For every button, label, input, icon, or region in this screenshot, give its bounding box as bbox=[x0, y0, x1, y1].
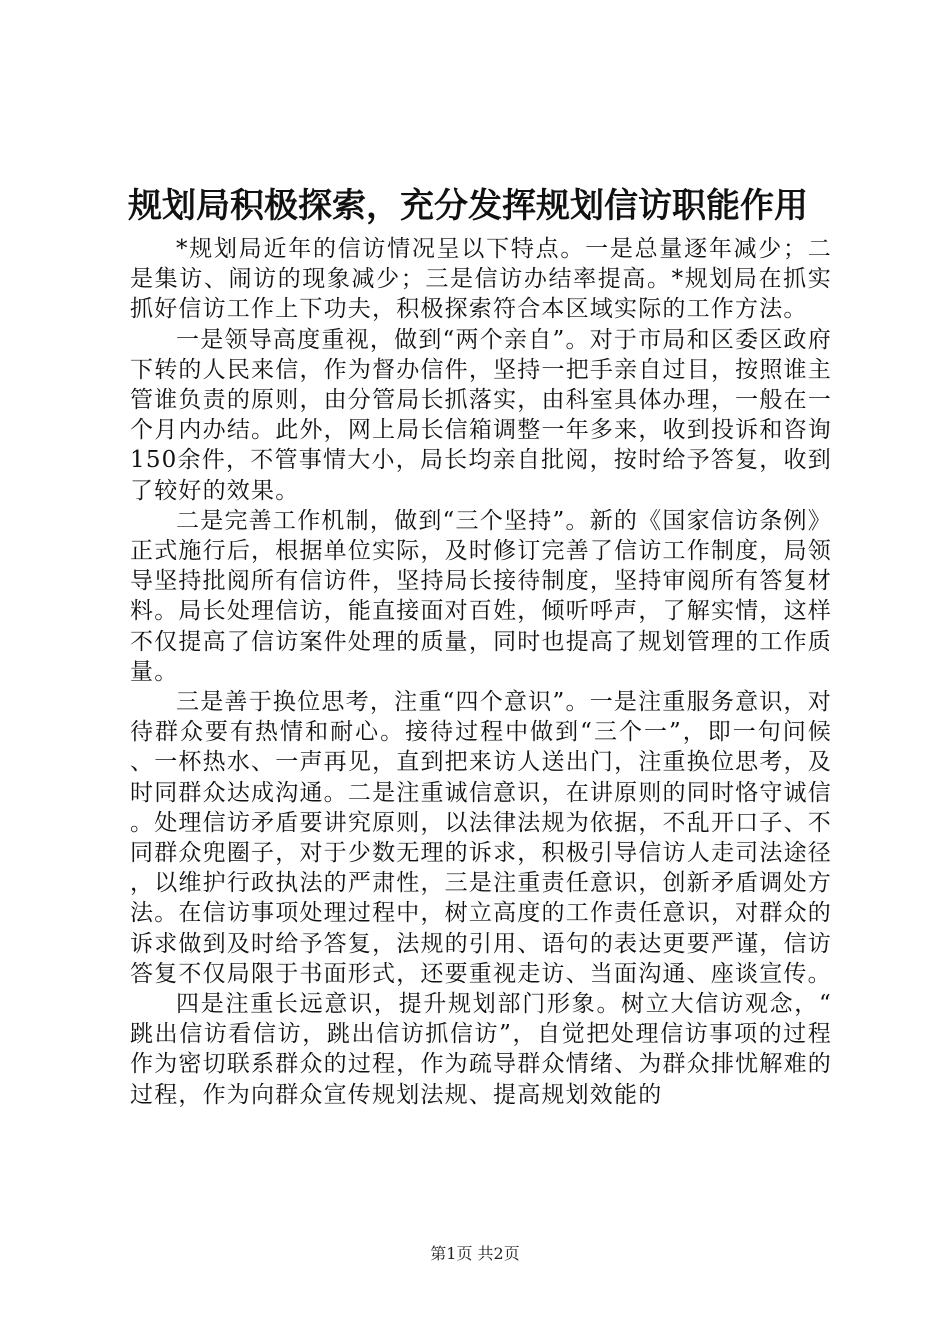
document-body bbox=[130, 234, 832, 1110]
paragraph-point-one: 一是领导高度重视，做到“两个亲自”。对于市局和区委区政府下转的人民来信，作为督办信件，坚持一把手亲自过目，按照谁主管谁负责的原则，由分管局长抓落实，由科室具体办理，一般在一个月内办结。此外，网上局长信箱调整一年多来，收到投诉和咨询150余件，不管事情大小，局长均亲自批阅，按时给予答复，收到了较好的效果。 bbox=[130, 326, 832, 504]
paragraph-point-four: 四是注重长远意识，提升规划部门形象。树立大信访观念，“跳出信访看信访，跳出信访抓信访”，自觉把处理信访事项的过程作为密切联系群众的过程，作为疏导群众情绪、为群众排忧解难的过程，作为向群众宣传规划法规、提高规划效能的 bbox=[130, 991, 832, 1108]
page-footer bbox=[0, 1244, 950, 1264]
page-total: 共2页 bbox=[477, 1244, 520, 1263]
paragraph-point-three: 三是善于换位思考，注重“四个意识”。一是注重服务意识，对待群众要有热情和耐心。接待过程中做到“三个一”，即一句问候、一杯热水、一声再见，直到把来访人送出门，注重换位思考，及时同群众达成沟通。二是注重诚信意识，在讲原则的同时恪守诚信。处理信访矛盾要讲究原则，以法律法规为依据，不乱开口子、不同群众兜圈子，对于少数无理的诉求，积极引导信访人走司法途径，以维护行政执法的严肃性，三是注重责任意识，创新矛盾调处方法。在信访事项处理过程中，树立高度的工作责任意识，对群众的诉求做到及时给予答复，法规的引用、语句的表达更要严谨，信访答复不仅局限于书面形式，还要重视走访、当面沟通、座谈宣传。 bbox=[130, 689, 832, 987]
paragraph-intro: *规划局近年的信访情况呈以下特点。一是总量逐年减少；二是集访、闹访的现象减少；三是信访办结率提高。*规划局在抓实抓好信访工作上下功夫，积极探索符合本区域实际的工作方法。 bbox=[130, 236, 832, 323]
page-number: 第1页 bbox=[430, 1244, 473, 1263]
document-title: 规划局积极探索，充分发挥规划信访职能作用 bbox=[128, 186, 808, 226]
paragraph-point-two: 二是完善工作机制，做到“三个坚持”。新的《国家信访条例》正式施行后，根据单位实际，及时修订完善了信访工作制度，局领导坚持批阅所有信访件，坚持局长接待制度，坚持审阅所有答复材料。局长处理信访，能直接面对百姓，倾听呼声，了解实情，这样不仅提高了信访案件处理的质量，同时也提高了规划管理的工作质量。 bbox=[130, 507, 832, 685]
